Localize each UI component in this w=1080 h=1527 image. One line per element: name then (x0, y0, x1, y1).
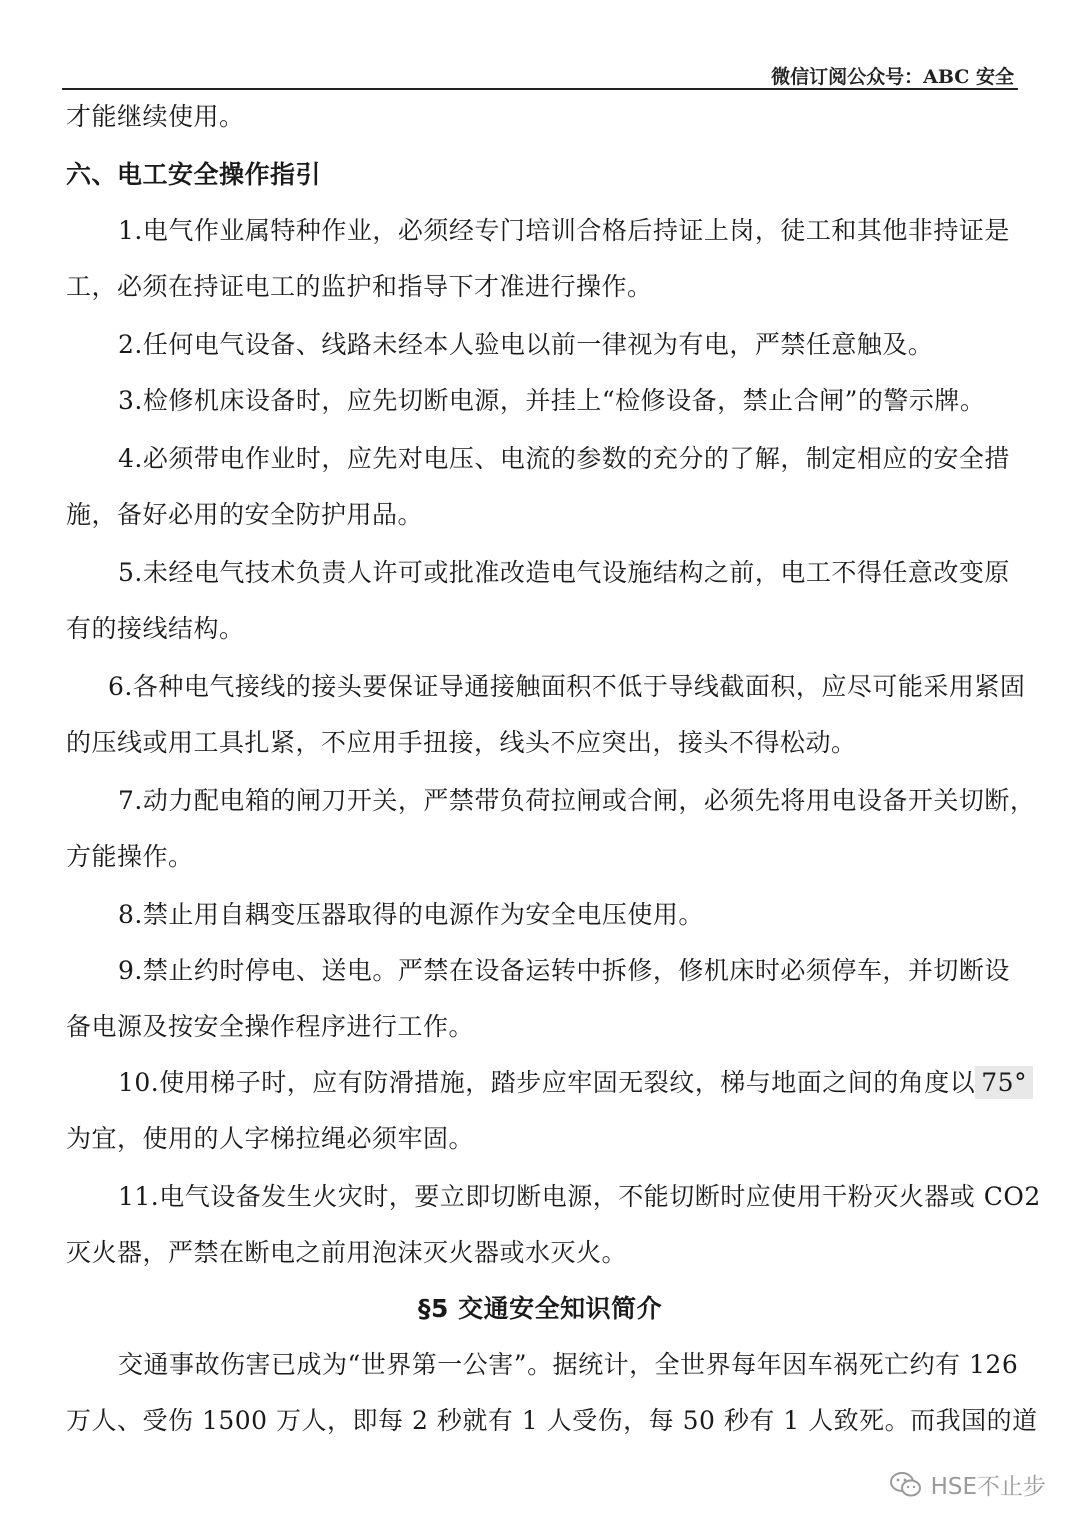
paragraph-line: 工，必须在持证电工的监护和指导下才准进行操作。 (66, 272, 653, 301)
text-line: 才能继续使用。 (66, 102, 245, 131)
chapter-heading: §5 交通安全知识简介 (418, 1294, 663, 1323)
page-header: 微信订阅公众号：ABC 安全 (771, 66, 1014, 88)
paragraph-line: 交通事故伤害已成为“世界第一公害”。据统计，全世界每年因车祸死亡约有 126 (118, 1350, 1019, 1379)
section-heading: 六、电工安全操作指引 (66, 160, 322, 189)
paragraph-line: 11.电气设备发生火灾时，要立即切断电源，不能切断时应使用干粉灭火器或 CO2 (118, 1182, 1041, 1211)
paragraph-line (118, 1068, 1033, 1098)
paragraph-line: 7.动力配电箱的闸刀开关，严禁带负荷拉闸或合闸，必须先将用电设备开关切断， (118, 786, 1036, 815)
watermark (889, 1468, 1046, 1501)
paragraph-line: 1.电气作业属特种作业，必须经专门培训合格后持证上岗，徒工和其他非持证是 (118, 216, 1010, 245)
header-rule (62, 88, 1018, 90)
paragraph-line: 方能操作。 (66, 842, 194, 871)
paragraph-line: 有的接线结构。 (66, 614, 245, 643)
wechat-icon (889, 1470, 923, 1500)
paragraph-line: 万人、受伤 1500 万人，即每 2 秒就有 1 人受伤，每 50 秒有 1 人致死。而我国的道 (66, 1406, 1038, 1435)
paragraph-line: 施，备好必用的安全防护用品。 (66, 500, 424, 529)
watermark-text: HSE不止步 (930, 1474, 1046, 1500)
paragraph-line: 9.禁止约时停电、送电。严禁在设备运转中拆修，修机床时必须停车，并切断设 (118, 956, 1010, 985)
paragraph-line: 2.任何电气设备、线路未经本人验电以前一律视为有电，严禁任意触及。 (118, 330, 934, 359)
paragraph-line: 3.检修机床设备时，应先切断电源，并挂上“检修设备，禁止合闸”的警示牌。 (118, 386, 986, 415)
paragraph-line: 备电源及按安全操作程序进行工作。 (66, 1012, 475, 1041)
paragraph-text: 10.使用梯子时，应有防滑措施，踏步应牢固无裂纹，梯与地面之间的角度以 (118, 1068, 976, 1097)
paragraph-line: 5.未经电气技术负责人许可或批准改造电气设施结构之前，电工不得任意改变原 (118, 558, 1010, 587)
paragraph-line: 为宜，使用的人字梯拉绳必须牢固。 (66, 1124, 475, 1153)
paragraph-line: 8.禁止用自耦变压器取得的电源作为安全电压使用。 (118, 900, 704, 929)
angle-value: 75° (975, 1066, 1033, 1099)
paragraph-line: 6.各种电气接线的接头要保证导通接触面积不低于导线截面积，应尽可能采用紧固 (108, 672, 1026, 701)
paragraph-line: 4.必须带电作业时，应先对电压、电流的参数的充分的了解，制定相应的安全措 (118, 444, 1010, 473)
paragraph-line: 灭火器，严禁在断电之前用泡沫灭火器或水灭火。 (66, 1238, 628, 1267)
paragraph-line: 的压线或用工具扎紧，不应用手扭接，线头不应突出，接头不得松动。 (66, 728, 857, 757)
